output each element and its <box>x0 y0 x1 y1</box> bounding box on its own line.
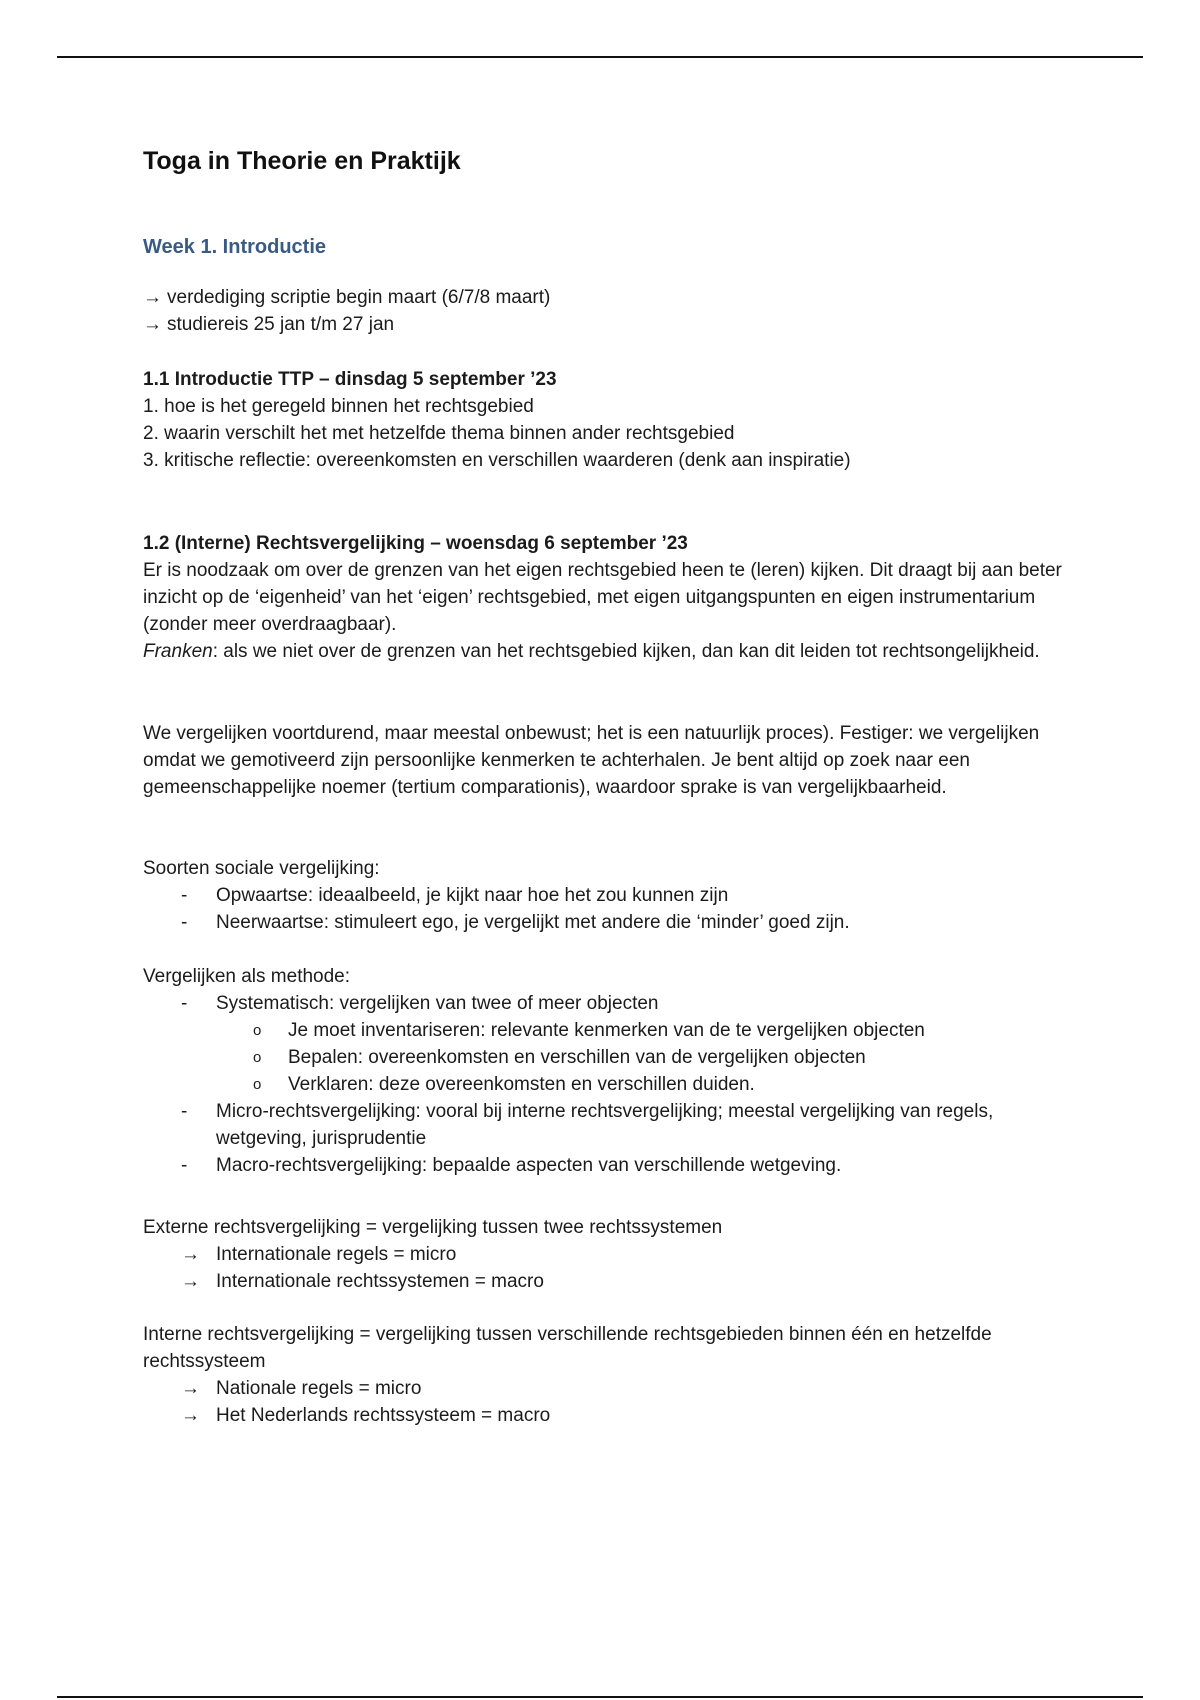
list-heading: Vergelijken als methode: <box>143 966 351 987</box>
intro-point: → studiereis 25 jan t/m 27 jan <box>143 311 1063 338</box>
circle-bullet: o <box>253 1076 262 1093</box>
document-title: Toga in Theorie en Praktijk <box>143 147 461 175</box>
list-item: - Systematisch: vergelijken van twee of meer objecten <box>143 990 1063 1017</box>
dash-bullet: - <box>181 912 188 933</box>
arrow-list <box>143 1375 1063 1429</box>
section-heading: 1.2 (Interne) Rechtsvergelijking – woensdag 6 september ’23 <box>143 533 688 554</box>
list-item: o Je moet inventariseren: relevante kenmerken van de te vergelijken objecten <box>143 1017 1063 1044</box>
list-item: → Het Nederlands rechtssysteem = macro <box>143 1402 1063 1429</box>
arrow-icon: → <box>181 1405 200 1426</box>
arrow-list <box>143 1241 1063 1295</box>
section-1-1 <box>143 366 1063 474</box>
dash-bullet: - <box>181 993 188 1014</box>
list-item: 3. kritische reflectie: overeenkomsten en verschillen waarderen (denk aan inspiratie) <box>143 450 851 471</box>
list-heading: Soorten sociale vergelijking: <box>143 858 380 879</box>
arrow-icon: → <box>143 314 162 335</box>
method-section <box>143 963 1063 1179</box>
intro-point: → verdediging scriptie begin maart (6/7/8 maart) <box>143 284 1063 311</box>
list-item: 1. hoe is het geregeld binnen het rechtsgebied <box>143 396 534 417</box>
circle-bullet: o <box>253 1049 262 1066</box>
paragraph: Er is noodzaak om over de grenzen van het eigen rechtsgebied heen te (leren) kijken. Dit draagt bij aan beter inzicht op de ‘eigenheid’ van het ‘eigen’ rechtsgebied, met eigen uitgangspunten en eigen instrumentarium (zonder meer overdraagbaar). <box>143 560 1062 635</box>
list-heading: Interne rechtsvergelijking = vergelijking tussen verschillende rechtsgebieden binnen één en hetzelfde rechtssysteem <box>143 1324 992 1372</box>
paragraph-franken: Franken: als we niet over de grenzen van het rechtsgebied kijken, dan kan dit leiden tot rechtsongelijkheid. <box>143 641 1040 662</box>
list-item: → Internationale rechtssystemen = macro <box>143 1268 1063 1295</box>
list-item: → Internationale regels = micro <box>143 1241 1063 1268</box>
section-1-2 <box>143 530 1063 665</box>
dash-bullet: - <box>181 1155 188 1176</box>
dash-list <box>143 1098 1063 1179</box>
arrow-icon: → <box>181 1271 200 1292</box>
intro-points <box>143 284 1063 338</box>
list-heading: Externe rechtsvergelijking = vergelijking tussen twee rechtssystemen <box>143 1217 723 1238</box>
arrow-icon: → <box>181 1378 200 1399</box>
author-name: Franken <box>143 641 213 662</box>
footer-rule <box>57 1696 1143 1698</box>
week-heading: Week 1. Introductie <box>143 236 327 258</box>
internal-comparison <box>143 1321 1063 1429</box>
list-item: 2. waarin verschilt het met hetzelfde thema binnen ander rechtsgebied <box>143 423 735 444</box>
external-comparison <box>143 1214 1063 1295</box>
dash-list <box>143 990 1063 1017</box>
dash-bullet: - <box>181 1101 188 1122</box>
dash-bullet: - <box>181 885 188 906</box>
circle-list <box>143 1017 1063 1098</box>
circle-bullet: o <box>253 1022 262 1039</box>
paragraph-festiger <box>143 720 1063 801</box>
list-item: o Bepalen: overeenkomsten en verschillen van de vergelijken objecten <box>143 1044 1063 1071</box>
section-heading: 1.1 Introductie TTP – dinsdag 5 september ’23 <box>143 369 557 390</box>
arrow-icon: → <box>181 1244 200 1265</box>
list-item: - Opwaartse: ideaalbeeld, je kijkt naar hoe het zou kunnen zijn <box>143 882 1063 909</box>
header-rule <box>57 56 1143 58</box>
paragraph: We vergelijken voortdurend, maar meestal onbewust; het is een natuurlijk proces). Festiger: we vergelijken omdat we gemotiveerd zijn persoonlijke kenmerken te achterhalen. Je bent altijd op zoek naar een gemeenschappelijke noemer (tertium comparationis), waardoor sprake is van vergelijkbaarheid. <box>143 723 1040 798</box>
list-item: o Verklaren: deze overeenkomsten en verschillen duiden. <box>143 1071 1063 1098</box>
list-item: → Nationale regels = micro <box>143 1375 1063 1402</box>
arrow-icon: → <box>143 287 162 308</box>
dash-list <box>143 882 1063 936</box>
list-item: - Micro-rechtsvergelijking: vooral bij interne rechtsvergelijking; meestal vergelijking van regels, wetgeving, jurisprudentie <box>143 1098 1063 1152</box>
list-item: - Neerwaartse: stimuleert ego, je vergelijkt met andere die ‘minder’ goed zijn. <box>143 909 1063 936</box>
social-comparison <box>143 855 1063 936</box>
list-item: - Macro-rechtsvergelijking: bepaalde aspecten van verschillende wetgeving. <box>143 1152 1063 1179</box>
